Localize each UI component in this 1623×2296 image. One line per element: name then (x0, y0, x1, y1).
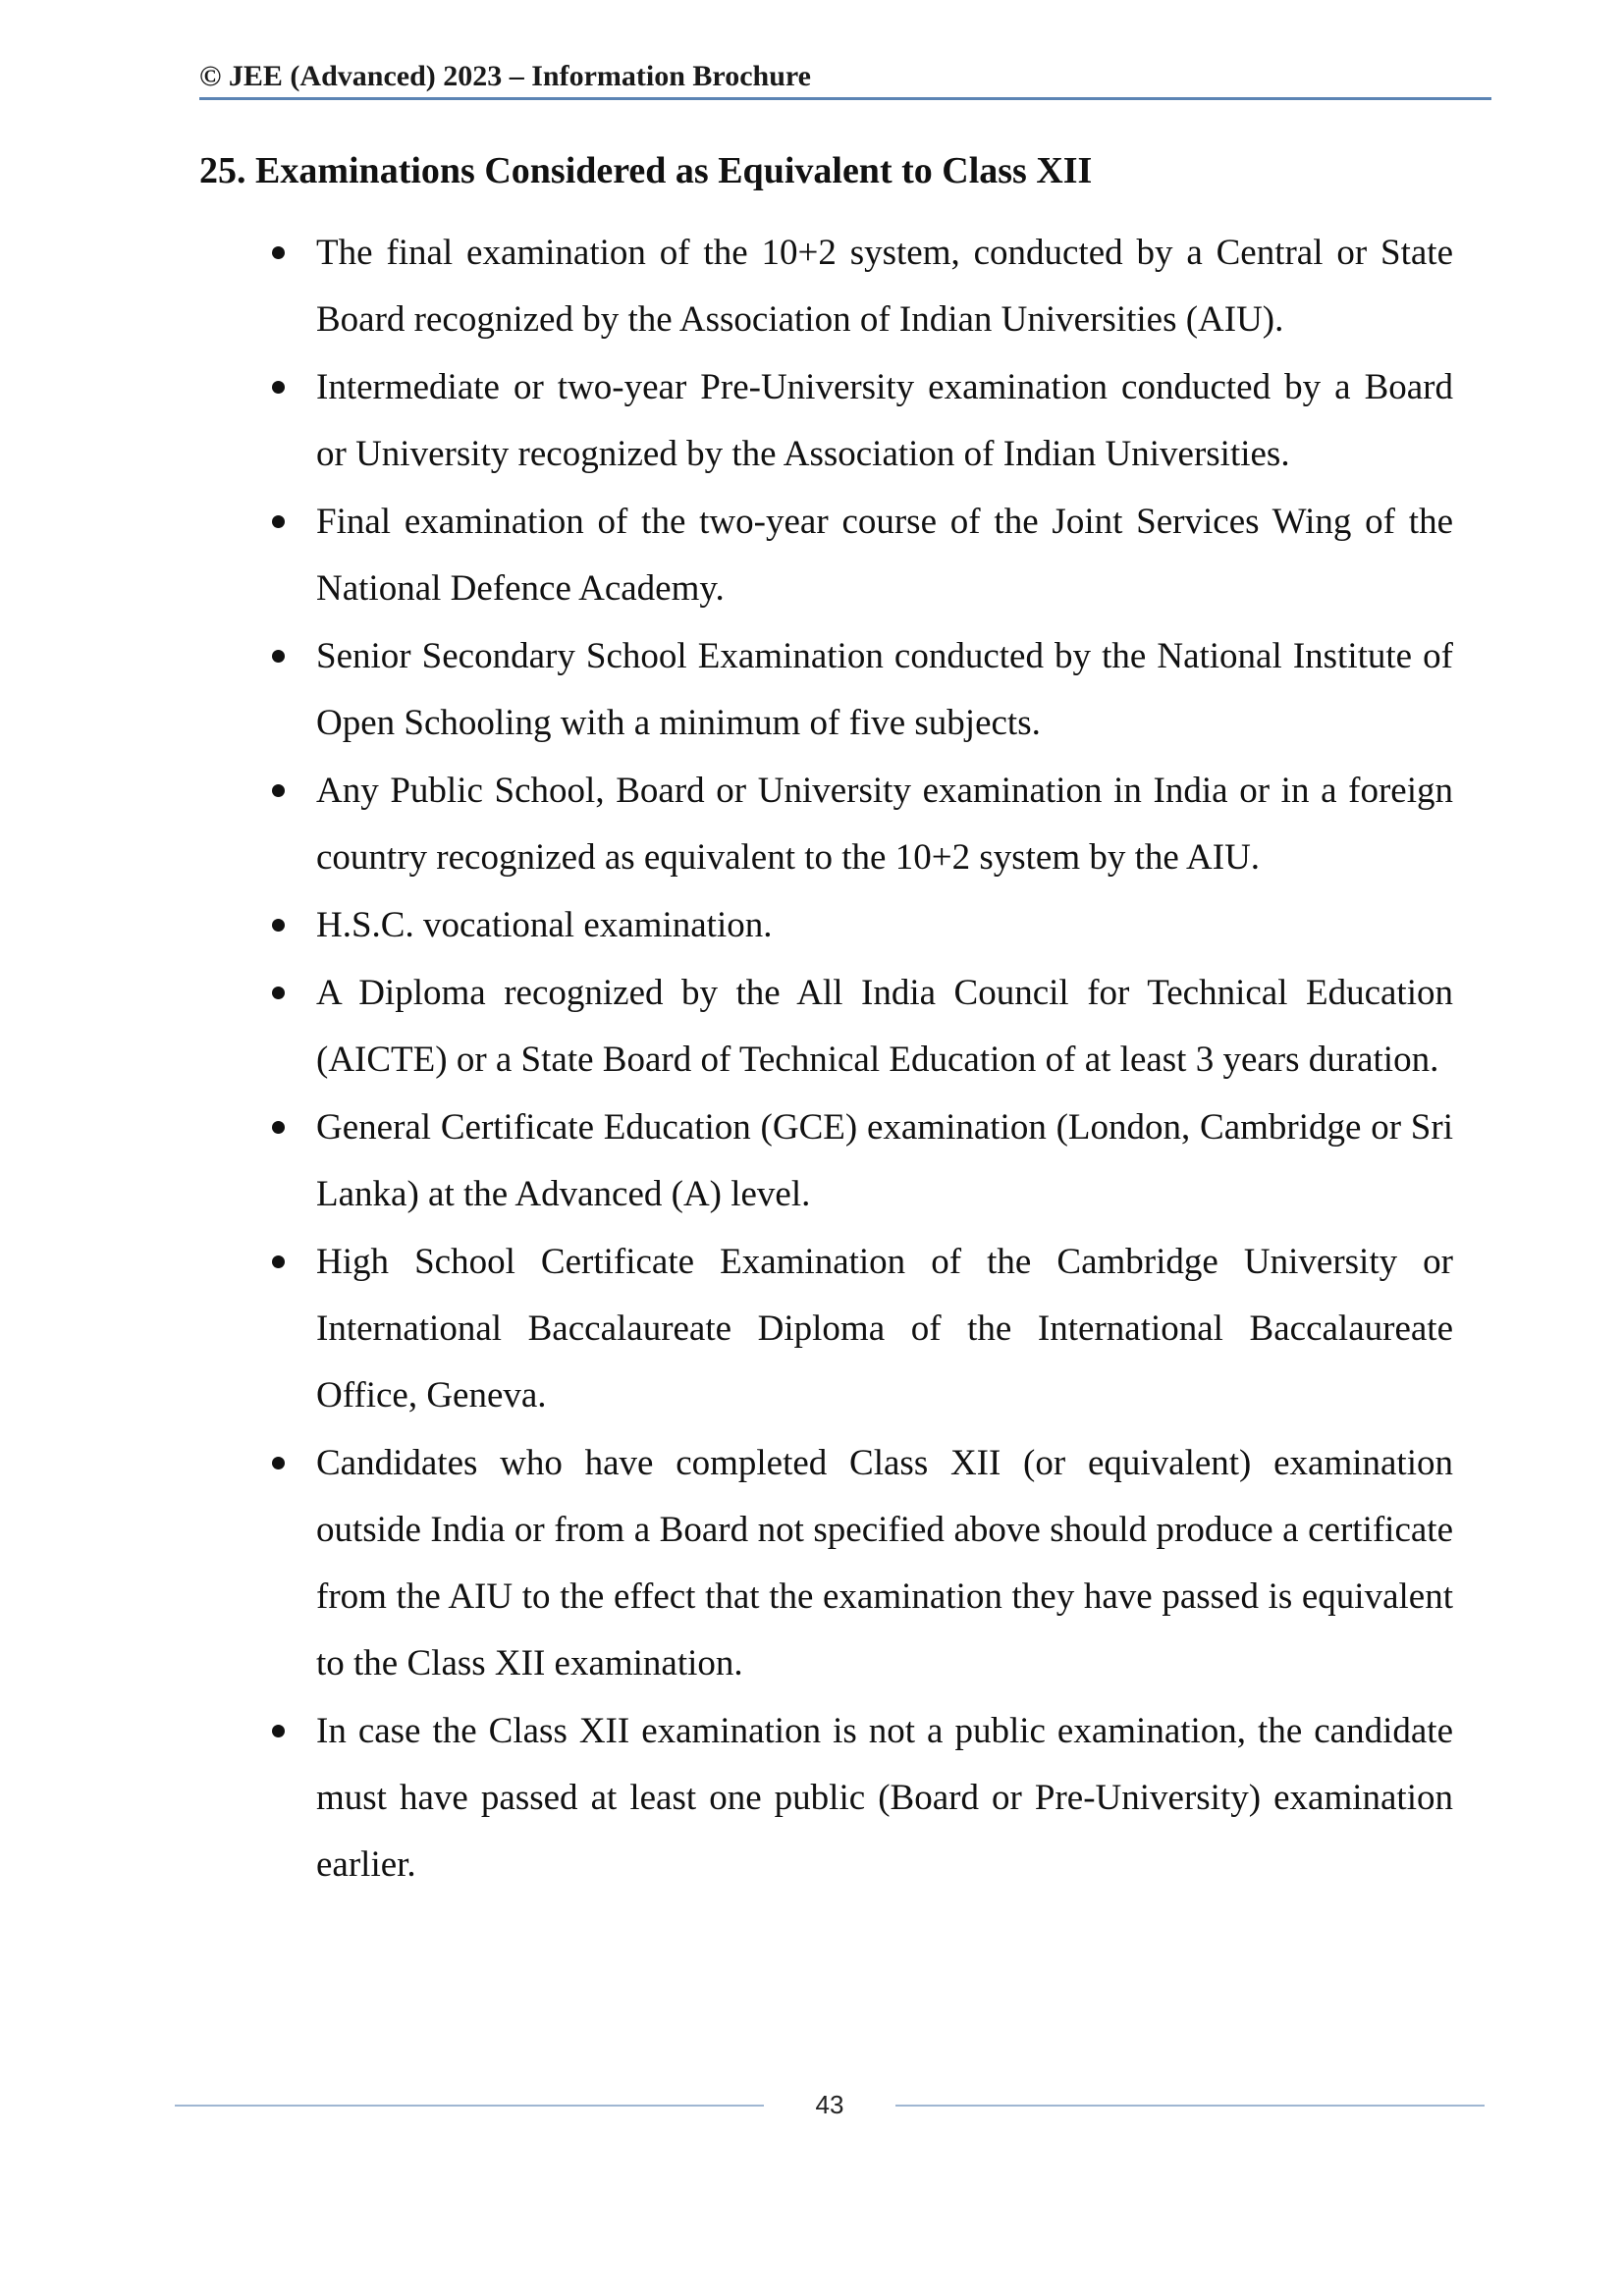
list-item (316, 354, 1453, 488)
bullet-icon (272, 784, 285, 797)
list-item-text: Final examination of the two-year course of the Joint Services Wing of the National Defence Academy. (316, 502, 1453, 609)
header-divider (199, 97, 1491, 100)
bullet-icon (272, 650, 285, 663)
bullet-icon (272, 1255, 285, 1268)
list-item-text: H.S.C. vocational examination. (316, 905, 773, 945)
bullet-icon (272, 919, 285, 932)
bullet-icon (272, 1725, 285, 1737)
list-item (316, 1095, 1453, 1228)
bullet-icon (272, 515, 285, 528)
list-item (316, 1229, 1453, 1429)
list-item-text: Candidates who have completed Class XII (or equivalent) examination outside India or from a Board not specified above should produce a certificate from the AIU to the effect that the examination they have passed is equivalent to the Class XII examination. (316, 1443, 1453, 1683)
list-item (316, 623, 1453, 757)
list-item (316, 220, 1453, 353)
list-item-text: In case the Class XII examination is not a public examination, the candidate must have passed at least one public (Board or Pre-University) examination earlier. (316, 1711, 1453, 1885)
list-item-text: Intermediate or two-year Pre-University examination conducted by a Board or University recognized by the Association of Indian Universities. (316, 367, 1453, 474)
section-heading: 25. Examinations Considered as Equivalent to Class XII (199, 150, 1093, 191)
list-item (316, 1698, 1453, 1898)
list-item-text: A Diploma recognized by the All India Council for Technical Education (AICTE) or a State Board of Technical Education of at least 3 years duration. (316, 973, 1453, 1080)
list-item-text: The final examination of the 10+2 system, conducted by a Central or State Board recognized by the Association of Indian Universities (AIU). (316, 233, 1453, 340)
bullet-icon (272, 381, 285, 394)
list-item-text: Any Public School, Board or University examination in India or in a foreign country recognized as equivalent to the 10+2 system by the AIU. (316, 771, 1453, 878)
page-number: 43 (815, 2090, 844, 2119)
footer-divider-left (175, 2105, 764, 2107)
footer-divider-right (895, 2105, 1485, 2107)
page-header (199, 57, 1491, 100)
list-item-text: High School Certificate Examination of the Cambridge University or International Baccalaureate Diploma of the International Baccalaureate Office, Geneva. (316, 1242, 1453, 1415)
bullet-icon (272, 987, 285, 999)
page-footer (175, 2079, 1485, 2130)
list-item-text: Senior Secondary School Examination conducted by the National Institute of Open Schooling with a minimum of five subjects. (316, 636, 1453, 743)
header-title: © JEE (Advanced) 2023 – Information Brochure (199, 60, 811, 92)
equivalent-exams-list (316, 220, 1453, 1899)
list-item-text: General Certificate Education (GCE) examination (London, Cambridge or Sri Lanka) at the Advanced (A) level. (316, 1107, 1453, 1214)
bullet-icon (272, 246, 285, 259)
list-item (316, 1430, 1453, 1697)
list-item (316, 892, 1453, 959)
bullet-icon (272, 1457, 285, 1469)
bullet-icon (272, 1121, 285, 1134)
list-item (316, 758, 1453, 891)
list-item (316, 489, 1453, 622)
list-item (316, 960, 1453, 1094)
